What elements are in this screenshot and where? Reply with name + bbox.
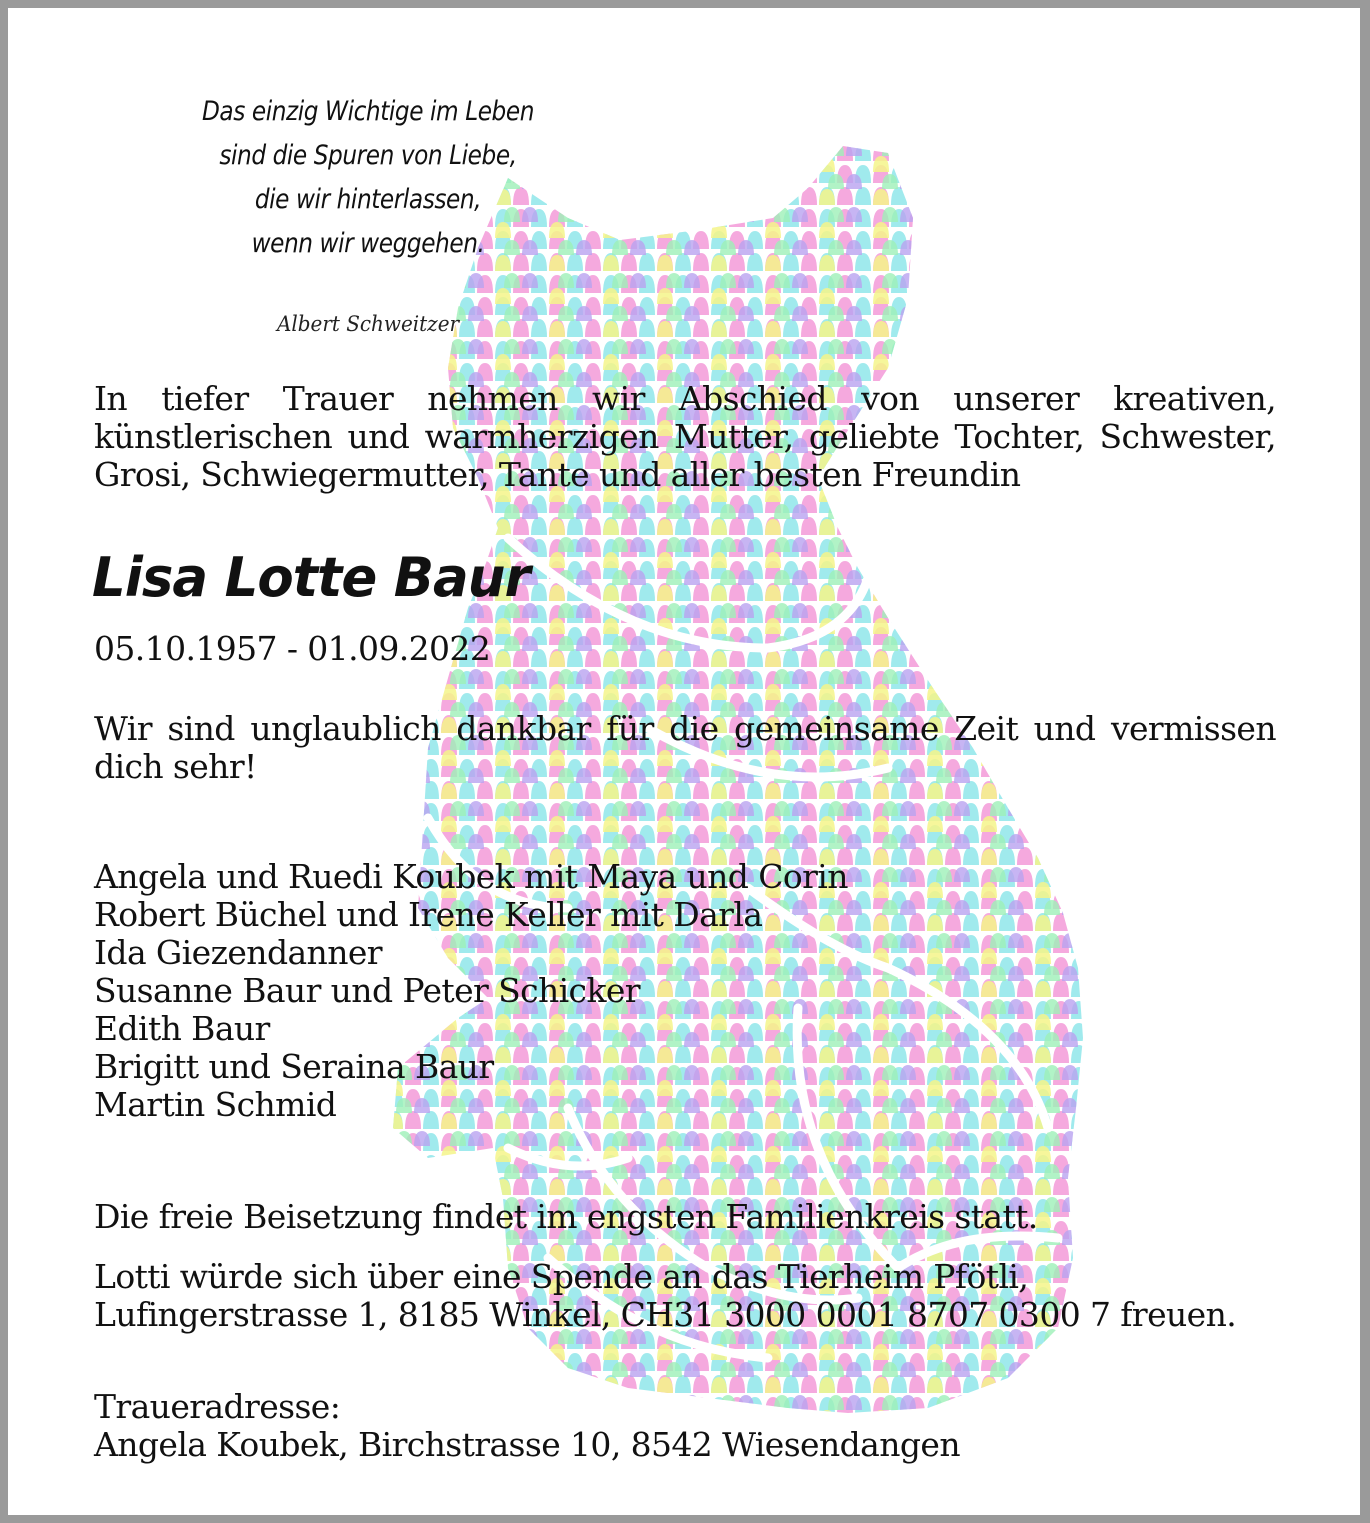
deceased-name: Lisa Lotte Baur xyxy=(92,546,530,609)
quote-line-3: die wir hinterlassen, xyxy=(254,184,482,215)
mourner-item: Brigitt und Seraina Baur xyxy=(94,1047,494,1086)
quote-block xyxy=(170,90,566,266)
donation-line-1: Lotti würde sich über eine Spende an das Tierheim Pfötli, xyxy=(94,1257,1029,1296)
mourner-item: Edith Baur xyxy=(94,1009,270,1048)
life-dates: 05.10.1957 - 01.09.2022 xyxy=(94,629,491,668)
mourner-item: Martin Schmid xyxy=(94,1085,337,1124)
burial-text: Die freie Beisetzung findet im engsten Familienkreis statt. xyxy=(94,1197,1038,1236)
mourning-address xyxy=(94,1388,1276,1464)
mourner-item: Ida Giezendanner xyxy=(94,933,382,972)
quote-line-4: wenn wir weggehen. xyxy=(251,228,485,259)
address-label: Traueradresse: xyxy=(94,1387,341,1426)
quote-author: Albert Schweitzer xyxy=(276,312,460,336)
mourner-item: Angela und Ruedi Koubek mit Maya und Corin xyxy=(94,857,848,896)
mourners-list xyxy=(94,858,1276,1124)
intro-text: In tiefer Trauer nehmen wir Abschied von unserer kreativen, künstlerischen und warmherzigen Mutter, geliebte Tochter, Schwester, Grosi, Schwiegermutter, Tante und aller besten Freundin xyxy=(94,379,1276,494)
donation-text xyxy=(94,1258,1276,1334)
address-value: Angela Koubek, Birchstrasse 10, 8542 Wiesendangen xyxy=(94,1425,960,1464)
quote-line-2: sind die Spuren von Liebe, xyxy=(219,140,517,171)
donation-line-2: Lufingerstrasse 1, 8185 Winkel, CH31 3000 0001 8707 0300 7 freuen. xyxy=(94,1295,1237,1334)
mourner-item: Robert Büchel und Irene Keller mit Darla xyxy=(94,895,763,934)
quote-line-1: Das einzig Wichtige im Leben xyxy=(201,96,535,127)
gratitude-text: Wir sind unglaublich dankbar für die gemeinsame Zeit und vermissen dich sehr! xyxy=(94,709,1276,786)
mourner-item: Susanne Baur und Peter Schicker xyxy=(94,971,640,1010)
obituary-page xyxy=(8,8,1360,1515)
